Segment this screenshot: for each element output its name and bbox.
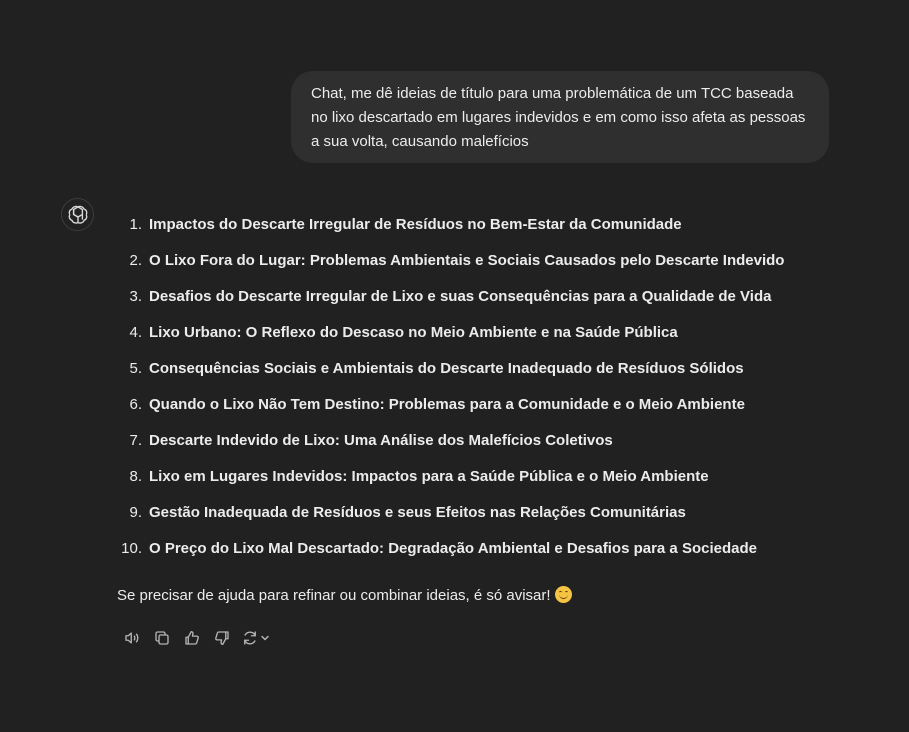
list-item-number: 6. (129, 395, 142, 413)
list-item-title: Gestão Inadequada de Resíduos e seus Efeitos nas Relações Comunitárias (149, 503, 686, 521)
title-idea-item (117, 494, 817, 530)
title-idea-item (117, 422, 817, 458)
thumbs-down-icon (213, 629, 231, 647)
title-idea-item (117, 530, 817, 566)
regenerate-icon (241, 629, 259, 647)
list-item-title: Desafios do Descarte Irregular de Lixo e suas Consequências para a Qualidade de Vida (149, 287, 772, 305)
list-item-number: 1. (129, 215, 142, 233)
speaker-icon (123, 629, 141, 647)
bad-response-button[interactable] (207, 626, 237, 650)
title-idea-item (117, 386, 817, 422)
user-message-text: Chat, me dê ideias de título para uma problemática de um TCC baseada no lixo descartado em lugares indevidos e em como isso afeta as pessoas a sua volta, causando malefícios (311, 85, 806, 150)
message-actions-toolbar (117, 626, 273, 650)
title-idea-item (117, 206, 817, 242)
copy-button[interactable] (147, 626, 177, 650)
title-idea-item (117, 314, 817, 350)
list-item-number: 3. (129, 287, 142, 305)
thumbs-up-icon (183, 629, 201, 647)
closing-text: Se precisar de ajuda para refinar ou combinar ideias, é só avisar! (117, 587, 551, 604)
list-item-title: Descarte Indevido de Lixo: Uma Análise dos Malefícios Coletivos (149, 431, 613, 449)
title-idea-item (117, 242, 817, 278)
openai-logo-icon (67, 204, 89, 226)
title-idea-item (117, 350, 817, 386)
regenerate-button[interactable] (237, 626, 273, 650)
list-item-title: O Lixo Fora do Lugar: Problemas Ambientais e Sociais Causados pelo Descarte Indevido (149, 251, 785, 269)
list-item-title: Lixo Urbano: O Reflexo do Descaso no Meio Ambiente e na Saúde Pública (149, 323, 678, 341)
list-item-number: 2. (129, 251, 142, 269)
list-item-number: 9. (129, 503, 142, 521)
list-item-title: Consequências Sociais e Ambientais do Descarte Inadequado de Resíduos Sólidos (149, 359, 744, 377)
title-ideas-list (117, 206, 817, 566)
smiling-face-emoji (555, 586, 572, 603)
read-aloud-button[interactable] (117, 626, 147, 650)
list-item-number: 4. (129, 323, 142, 341)
list-item-number: 5. (129, 359, 142, 377)
list-item-number: 10. (121, 539, 142, 557)
chevron-down-icon (260, 633, 270, 643)
list-item-title: Quando o Lixo Não Tem Destino: Problemas para a Comunidade e o Meio Ambiente (149, 395, 745, 413)
title-idea-item (117, 458, 817, 494)
copy-icon (153, 629, 171, 647)
list-item-number: 7. (129, 431, 142, 449)
good-response-button[interactable] (177, 626, 207, 650)
list-item-title: O Preço do Lixo Mal Descartado: Degradação Ambiental e Desafios para a Sociedade (149, 539, 757, 557)
list-item-number: 8. (129, 467, 142, 485)
list-item-title: Impactos do Descarte Irregular de Resíduos no Bem-Estar da Comunidade (149, 215, 682, 233)
title-idea-item (117, 278, 817, 314)
closing-message (117, 584, 572, 608)
list-item-title: Lixo em Lugares Indevidos: Impactos para a Saúde Pública e o Meio Ambiente (149, 467, 709, 485)
user-message-bubble (291, 71, 829, 163)
assistant-avatar (61, 198, 94, 231)
